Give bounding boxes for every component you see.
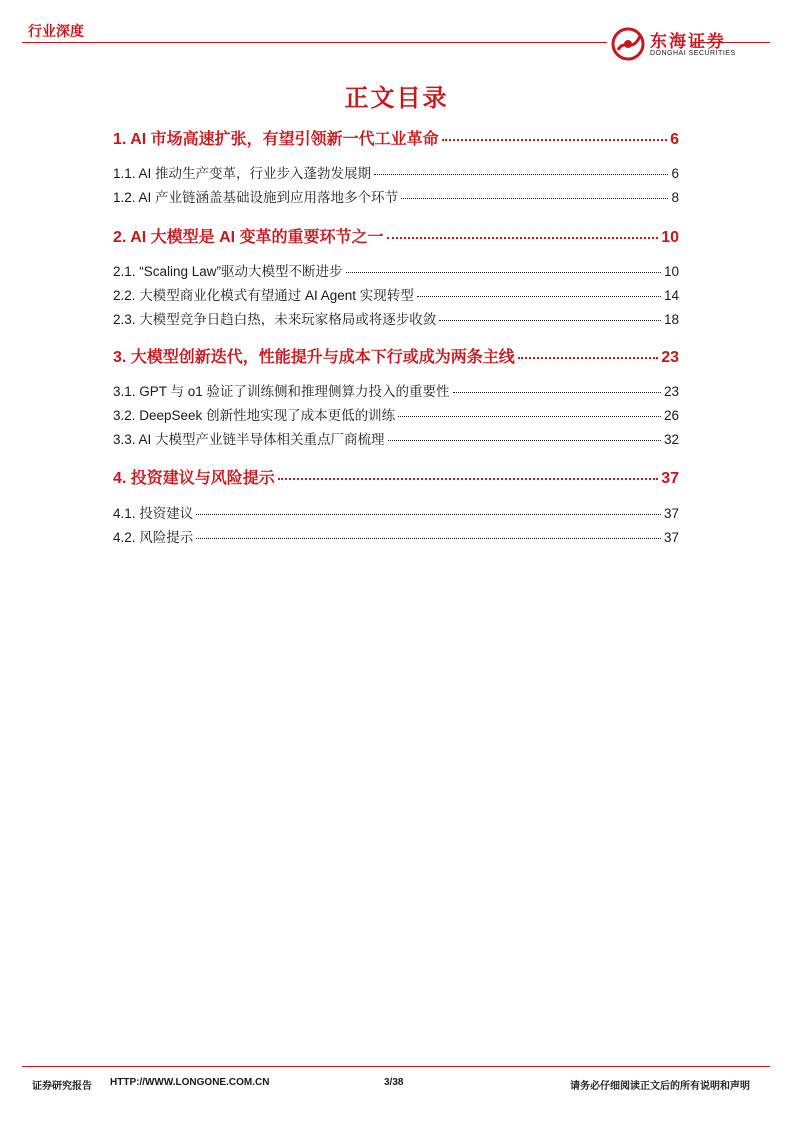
- toc-entry-4-1[interactable]: [113, 502, 679, 522]
- section-tag: 行业深度: [28, 23, 84, 39]
- page-title: 正文目录: [344, 85, 449, 112]
- toc-entry-label: 1.2. AI 产业链涵盖基础设施到应用落地多个环节: [113, 190, 399, 205]
- footer-rule: [22, 1066, 770, 1067]
- toc-page-number: 6: [671, 166, 679, 181]
- logo-cn-text: 东海证券: [650, 32, 726, 51]
- toc-page-number: 26: [663, 408, 679, 423]
- toc-entry-3[interactable]: [113, 344, 679, 367]
- footer-report-type: 证券研究报告: [32, 1081, 92, 1092]
- company-logo: [610, 24, 770, 64]
- toc-entry-3-2[interactable]: [113, 404, 679, 424]
- toc-leader-dots: [196, 514, 661, 515]
- toc-leader-dots: [374, 174, 668, 175]
- toc-entry-label: 2.3. 大模型竞争日趋白热，未来玩家格局或将逐步收敛: [113, 312, 437, 327]
- toc-leader-dots: [453, 392, 661, 393]
- toc-entry-4[interactable]: [113, 465, 679, 488]
- logo-emblem-icon: [610, 24, 646, 64]
- toc-leader-dots: [417, 296, 661, 297]
- toc-entry-1-2[interactable]: [113, 186, 679, 206]
- toc-leader-dots: [398, 416, 661, 417]
- toc-leader-dots: [518, 357, 658, 359]
- toc-page-number: 14: [663, 288, 679, 303]
- toc-entry-label: 3.3. AI 大模型产业链半导体相关重点厂商梳理: [113, 432, 385, 447]
- toc-page-number: 18: [663, 312, 679, 327]
- toc-entry-2-2[interactable]: [113, 284, 679, 304]
- toc-entry-1-1[interactable]: [113, 162, 679, 182]
- toc-entry-label: 4. 投资建议与风险提示: [113, 470, 275, 487]
- toc-leader-dots: [278, 478, 658, 480]
- toc-page-number: 32: [663, 432, 679, 447]
- toc-page-number: 37: [661, 470, 679, 487]
- toc-entry-label: 3.2. DeepSeek 创新性地实现了成本更低的训练: [113, 408, 396, 423]
- toc-page-number: 8: [671, 190, 679, 205]
- toc-leader-dots: [388, 440, 661, 441]
- toc-leader-dots: [387, 237, 659, 239]
- toc-leader-dots: [196, 538, 661, 539]
- toc-entry-1[interactable]: [113, 126, 679, 149]
- toc-entry-label: 2.1. “Scaling Law”驱动大模型不断进步: [113, 264, 343, 279]
- toc-page-number: 37: [663, 506, 679, 521]
- footer-page-number: 3/38: [384, 1077, 404, 1088]
- toc-entry-3-1[interactable]: [113, 380, 679, 400]
- toc-page-number: 37: [663, 530, 679, 545]
- toc-entry-label: 2. AI 大模型是 AI 变革的重要环节之一: [113, 229, 384, 246]
- header-rule: [22, 42, 607, 43]
- toc-entry-label: 1. AI 市场高速扩张，有望引领新一代工业革命: [113, 131, 439, 148]
- toc-entry-2-1[interactable]: [113, 260, 679, 280]
- toc-entry-label: 1.1. AI 推动生产变革，行业步入蓬勃发展期: [113, 166, 372, 181]
- toc-page-number: 10: [661, 229, 679, 246]
- toc-entry-4-2[interactable]: [113, 526, 679, 546]
- toc-page-number: 6: [670, 131, 679, 148]
- toc-leader-dots: [439, 320, 661, 321]
- toc-leader-dots: [442, 139, 667, 141]
- toc-leader-dots: [346, 272, 661, 273]
- footer-disclaimer: 请务必仔细阅读正文后的所有说明和声明: [570, 1081, 750, 1092]
- toc-entry-label: 4.2. 风险提示: [113, 530, 194, 545]
- toc-leader-dots: [401, 198, 668, 199]
- logo-en-text: DONGHAI SECURITIES: [650, 50, 736, 57]
- toc-entry-label: 2.2. 大模型商业化模式有望通过 AI Agent 实现转型: [113, 288, 414, 303]
- toc-entry-label: 3.1. GPT 与 o1 验证了训练侧和推理侧算力投入的重要性: [113, 384, 450, 399]
- toc-page-number: 10: [663, 264, 679, 279]
- toc-entry-label: 3. 大模型创新迭代，性能提升与成本下行或成为两条主线: [113, 349, 515, 366]
- toc-entry-3-3[interactable]: [113, 428, 679, 448]
- toc-page-number: 23: [661, 349, 679, 366]
- toc-entry-label: 4.1. 投资建议: [113, 506, 194, 521]
- toc-entry-2-3[interactable]: [113, 308, 679, 328]
- toc-entry-2[interactable]: [113, 224, 679, 247]
- footer-url[interactable]: HTTP://WWW.LONGONE.COM.CN: [110, 1077, 270, 1088]
- toc-page-number: 23: [663, 384, 679, 399]
